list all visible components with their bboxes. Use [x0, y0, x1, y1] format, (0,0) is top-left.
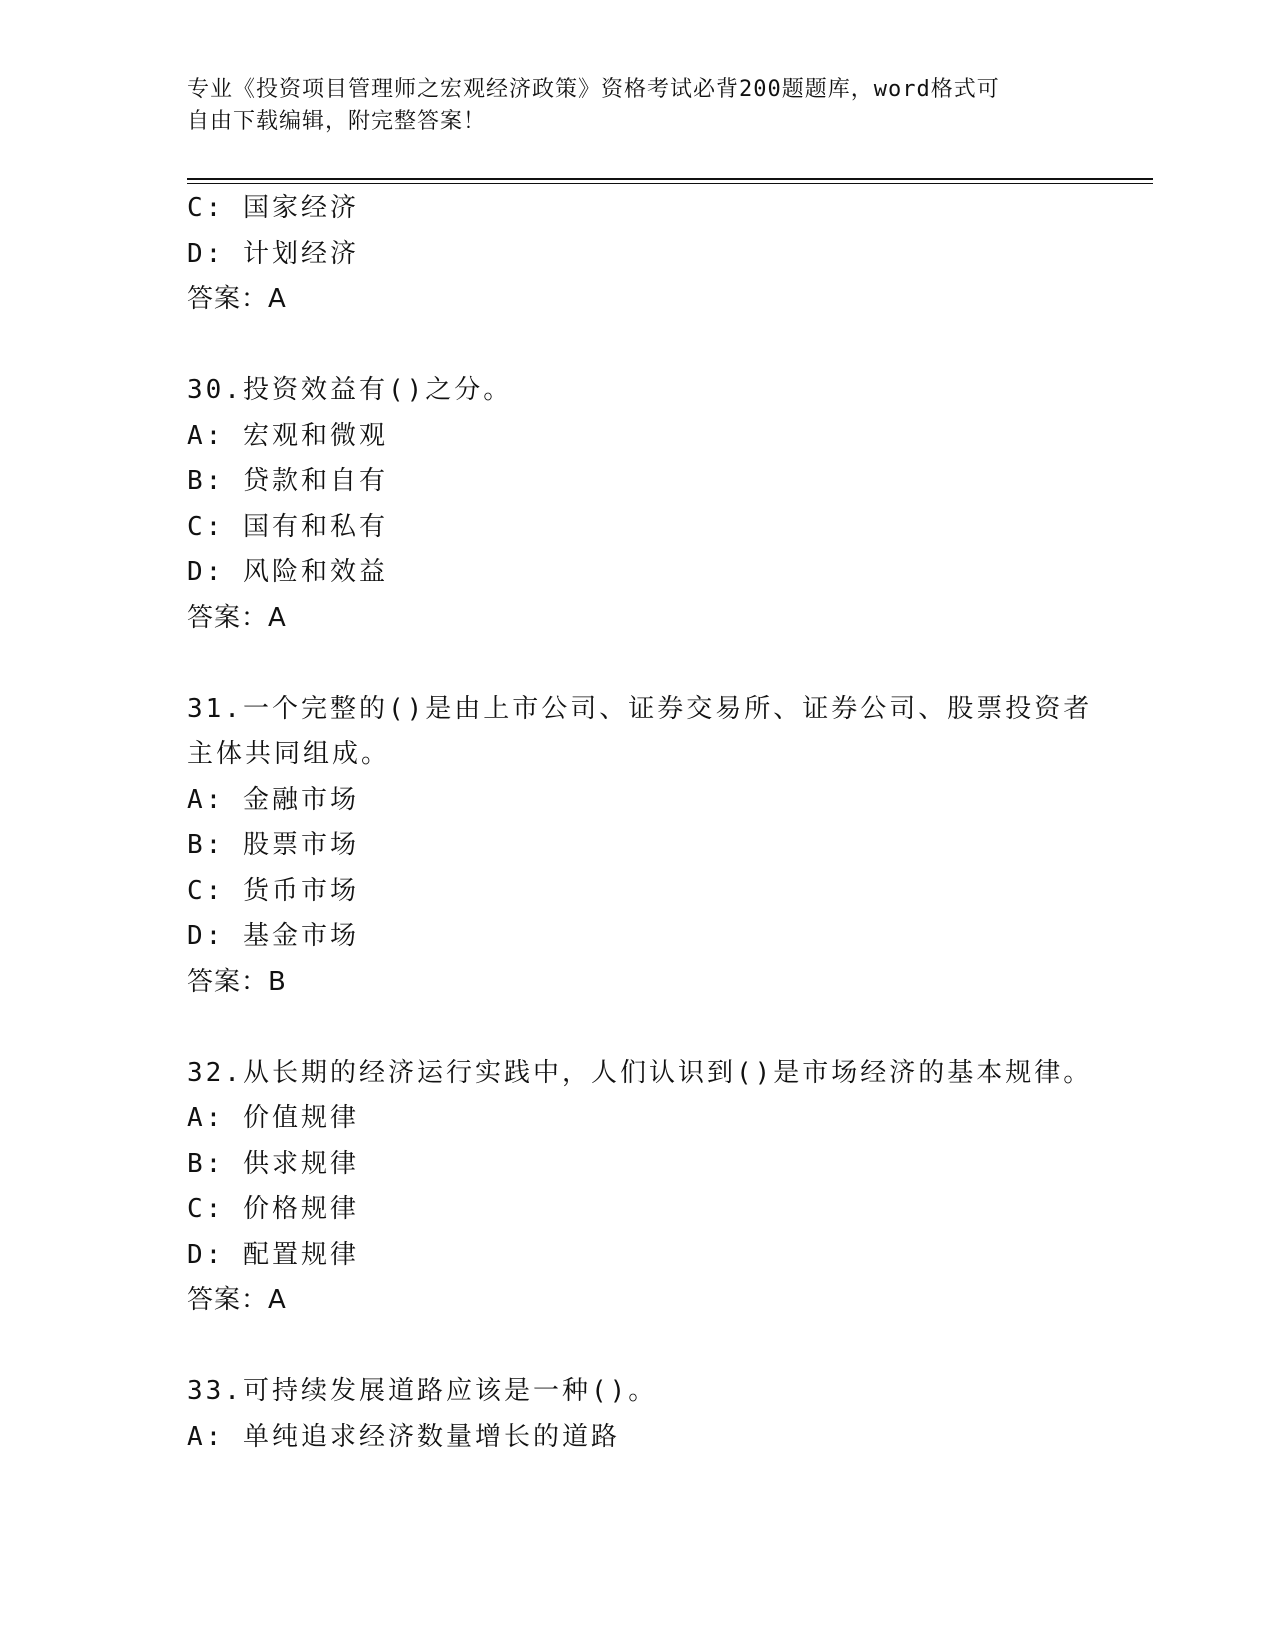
option-c: C: 国有和私有: [187, 511, 388, 542]
question-29-continued: [187, 186, 1087, 323]
question-stem-line-1: 31.一个完整的()是由上市公司、证券交易所、证券公司、股票投资者: [187, 693, 1093, 724]
option-a: A: 单纯追求经济数量增长的道路: [187, 1421, 620, 1452]
option-c: C: 国家经济: [187, 193, 359, 223]
option-b: B: 贷款和自有: [187, 466, 388, 496]
option-d: D: 计划经济: [187, 238, 359, 269]
option-b: B: 股票市场: [187, 830, 359, 860]
answer: 答案：A: [187, 1285, 287, 1315]
option-d: D: 基金市场: [187, 921, 359, 951]
spacer: [187, 1005, 1087, 1051]
header-divider-thin: [187, 183, 1153, 184]
option-d: D: 配置规律: [187, 1239, 359, 1270]
question-stem-line-2: 主体共同组成。: [187, 739, 391, 769]
spacer: [187, 1324, 1087, 1370]
option-d: D: 风险和效益: [187, 557, 388, 587]
question-32: [187, 1051, 1093, 1324]
option-c: C: 价格规律: [187, 1194, 359, 1224]
option-a: A: 金融市场: [187, 784, 359, 815]
spacer: [187, 323, 1087, 369]
answer: 答案：B: [187, 966, 287, 997]
spacer: [187, 641, 1087, 687]
answer: 答案：A: [187, 602, 287, 633]
header-title-line-1: 专业《投资项目管理师之宏观经济政策》资格考试必背200题题库，word格式可: [187, 77, 1000, 102]
option-b: B: 供求规律: [187, 1148, 359, 1179]
header-divider-thick: [187, 178, 1153, 180]
option-c: C: 货币市场: [187, 875, 359, 906]
answer: 答案：A: [187, 284, 287, 314]
option-a: A: 价值规律: [187, 1103, 359, 1133]
option-a: A: 宏观和微观: [187, 420, 388, 451]
question-stem: 30.投资效益有()之分。: [187, 375, 513, 405]
question-33: [187, 1369, 1087, 1460]
question-stem: 32.从长期的经济运行实践中，人们认识到()是市场经济的基本规律。: [187, 1057, 1093, 1088]
question-stem: 33.可持续发展道路应该是一种()。: [187, 1376, 658, 1406]
header-title-line-2: 自由下载编辑，附完整答案！: [187, 109, 487, 134]
document-header: [187, 74, 1067, 138]
question-list: [187, 186, 1093, 1460]
question-30: [187, 368, 1087, 641]
question-31: [187, 687, 1093, 1006]
